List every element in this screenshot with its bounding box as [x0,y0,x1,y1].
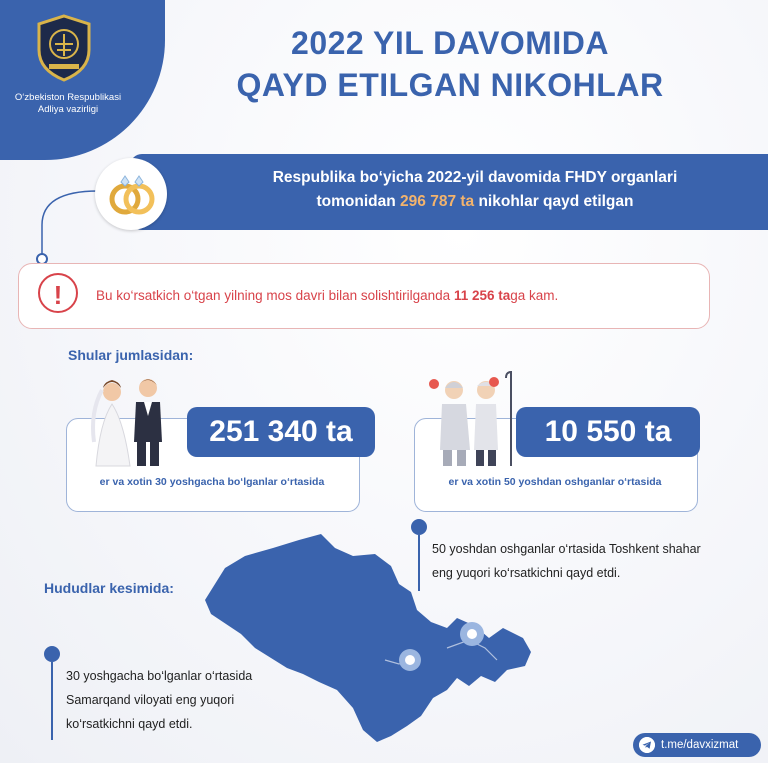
exclamation-icon: ! [38,273,78,313]
wedding-rings-icon [104,166,160,222]
tashkent-note [432,537,701,585]
samarqand-note-line2: Samarqand viloyati eng yuqori [66,693,235,707]
ministry-name-line2: Adliya vazirligi [37,104,99,115]
young-couple-icon [80,372,180,468]
warning-suffix: ga kam. [510,288,559,303]
telegram-handle[interactable]: t.me/davxizmat [661,739,739,751]
tashkent-marker-line [418,535,420,591]
banner-line2-prefix: tomonidan [316,193,401,210]
telegram-icon [639,737,655,753]
decrease-value: 11 256 ta [453,288,511,303]
stat-caption-young: er va xotin 30 yoshgacha bo‘lganlar o‘rtasida [99,476,325,488]
samarqand-marker-dot [44,646,60,662]
samarqand-note-line3: ko‘rsatkichni qayd etdi. [66,717,193,731]
elderly-couple-icon [422,368,522,468]
ministry-emblem-icon [33,14,95,82]
tashkent-marker-dot [411,519,427,535]
total-banner-text [205,166,745,214]
total-marriages-value: 296 787 ta [400,193,475,210]
page-title-line1: 2022 YIL DAVOMIDA [291,25,609,61]
ministry-name-line1: O‘zbekiston Respublikasi [14,92,122,103]
comparison-warning-text [96,286,696,306]
banner-line2 [205,190,745,214]
samarqand-note [66,664,252,736]
section-heading-regions: Hududlar kesimida: [44,580,174,596]
ministry-name [8,92,128,116]
stat-caption-elderly: er va xotin 50 yoshdan oshganlar o‘rtasida [448,476,662,488]
section-heading-breakdown: Shular jumlasidan: [68,347,194,363]
samarqand-note-line1: 30 yoshgacha bo‘lganlar o‘rtasida [66,669,253,683]
page-title [170,22,730,106]
tashkent-note-line1: 50 yoshdan oshganlar o‘rtasida Toshkent shahar [432,542,701,556]
tashkent-note-line2: eng yuqori ko‘rsatkichni qayd etdi. [432,566,621,580]
banner-line2-suffix: nikohlar qayd etilgan [474,193,634,210]
stat-value-young: 251 340 ta [187,407,375,457]
samarqand-marker-line [51,662,53,740]
banner-line1: Respublika bo‘yicha 2022-yil davomida FHDY organlari [272,169,678,186]
warning-prefix: Bu ko‘rsatkich o‘tgan yilning mos davri bilan solishtirilganda [96,288,454,303]
telegram-link[interactable] [633,733,761,757]
page-title-line2: QAYD ETILGAN NIKOHLAR [236,67,664,103]
stat-value-elderly: 10 550 ta [516,407,700,457]
